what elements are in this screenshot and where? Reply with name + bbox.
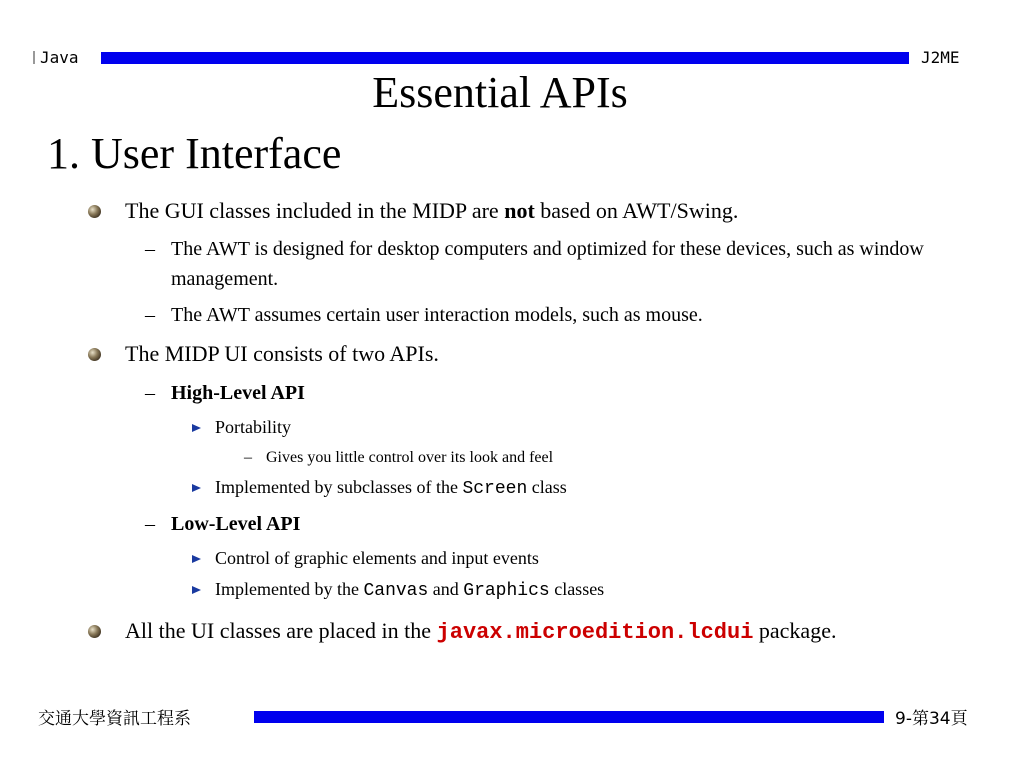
slide-subtitle: 1. User Interface	[47, 129, 342, 178]
graphic-elements-text: Control of graphic elements and input events	[215, 548, 539, 568]
dash-marker: –	[145, 513, 155, 535]
triangle-bullet-icon	[192, 424, 201, 432]
triangle-bullet-icon	[192, 586, 201, 594]
header-right-label: J2ME	[921, 48, 960, 67]
bullet-1-2-text: The AWT assumes certain user interaction models, such as mouse.	[171, 304, 703, 326]
bullet-1-text: The GUI classes included in the MIDP are not based on AWT/Swing.	[125, 198, 739, 223]
page-number: 9-第34頁	[895, 709, 968, 729]
bullet-3-text: All the UI classes are placed in the javax.microedition.lcdui package.	[125, 618, 837, 645]
dash-marker: –	[244, 449, 252, 466]
footer-left-label: 交通大學資訊工程系	[38, 709, 191, 729]
bullet-1-1-text: The AWT is designed for desktop computers and optimized for these devices, such as window management.	[171, 238, 924, 290]
screen-class-text: Implemented by subclasses of the Screen class	[215, 477, 567, 499]
header-mark	[33, 51, 35, 64]
look-and-feel-text: Gives you little control over its look and feel	[266, 449, 554, 466]
dash-marker: –	[145, 304, 155, 326]
high-level-api-heading: High-Level API	[171, 382, 305, 404]
low-level-api-heading: Low-Level API	[171, 513, 301, 535]
footer-bar	[254, 711, 884, 723]
header-left-label: Java	[40, 48, 79, 67]
dash-marker: –	[145, 382, 155, 404]
canvas-graphics-text: Implemented by the Canvas and Graphics classes	[215, 579, 605, 601]
slide-title: Essential APIs	[372, 68, 628, 117]
round-bullet-icon	[88, 625, 101, 638]
round-bullet-icon	[88, 348, 101, 361]
triangle-bullet-icon	[192, 555, 201, 563]
dash-marker: –	[145, 238, 155, 260]
header-bar	[101, 52, 909, 64]
round-bullet-icon	[88, 205, 101, 218]
triangle-bullet-icon	[192, 484, 201, 492]
bullet-2-text: The MIDP UI consists of two APIs.	[125, 341, 439, 366]
portability-text: Portability	[215, 417, 291, 437]
